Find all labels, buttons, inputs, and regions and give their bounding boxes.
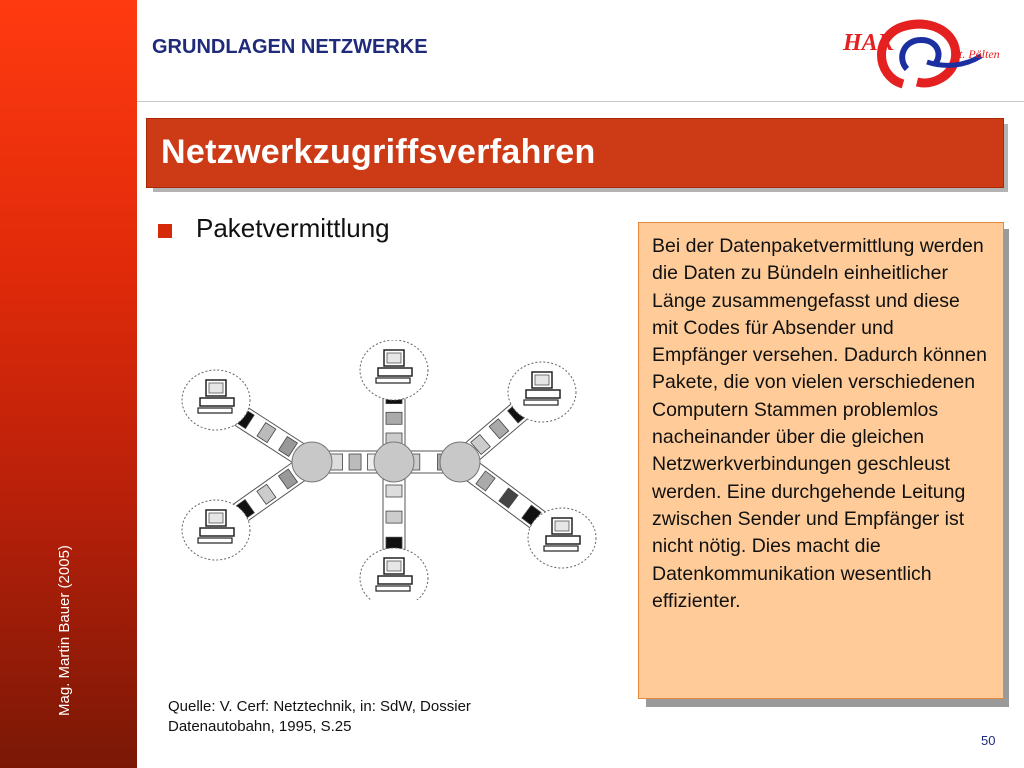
bullet-item: Paketvermittlung xyxy=(196,213,390,243)
data-packet xyxy=(386,511,402,523)
title-banner xyxy=(146,118,1004,188)
data-packet xyxy=(386,485,402,497)
packet-switching-diagram xyxy=(180,340,600,600)
source-line-1: Quelle: V. Cerf: Netztechnik, in: SdW, Dossier xyxy=(168,698,471,715)
header-divider xyxy=(137,101,1024,102)
data-packet xyxy=(386,412,402,424)
source-line-2: Datenautobahn, 1995, S.25 xyxy=(168,718,352,735)
header-title: GRUNDLAGEN NETZWERKE xyxy=(152,36,428,58)
computer-icon xyxy=(360,340,428,400)
computer-icon xyxy=(508,362,576,422)
source-citation xyxy=(168,697,471,737)
logo-text-left: HAK xyxy=(843,30,894,56)
logo-text-right: St. Pölten xyxy=(953,47,1000,61)
router-node xyxy=(292,442,332,482)
sidebar xyxy=(0,0,137,768)
computer-icon xyxy=(528,508,596,568)
page-number: 50 xyxy=(981,733,996,748)
bullet-marker-icon xyxy=(158,224,172,238)
school-logo xyxy=(835,14,1005,96)
computer-icon xyxy=(182,500,250,560)
network-nodes xyxy=(292,442,480,482)
slide-title: Netzwerkzugriffsverfahren xyxy=(161,133,596,171)
data-packet xyxy=(349,454,361,470)
router-node xyxy=(374,442,414,482)
explanation-textbox: Bei der Datenpaketvermittlung werden die Daten zu Bündeln einheitlicher Länge zusammengefasst und diese mit Codes für Absender und Empfänger versehen. Dadurch können Pakete, die von vielen verschiedenen Computern Stammen problemlos nacheinander über die gleichen Netzwerkverbindungen geschleust werden. Eine durchgehende Leitung zwischen Sender und Empfänger ist nicht nötig. Dies macht die Datenkommunikation wesentlich effizienter. xyxy=(638,222,1004,699)
data-packet xyxy=(386,537,402,549)
router-node xyxy=(440,442,480,482)
computer-icon xyxy=(182,370,250,430)
author-label: Mag. Martin Bauer (2005) xyxy=(56,545,73,716)
computer-icon xyxy=(360,548,428,600)
